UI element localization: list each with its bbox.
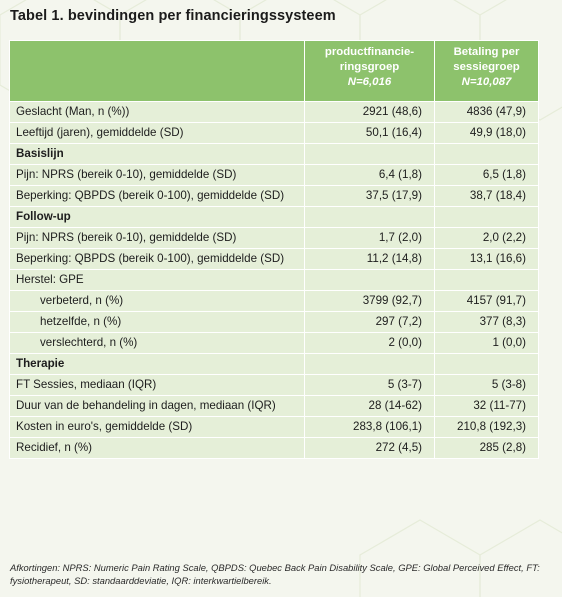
table-header-row: [10, 41, 539, 102]
row-label: verslechterd, n (%): [10, 333, 305, 354]
header-empty-cell: [10, 41, 305, 102]
row-value-session: 32 (11-77): [435, 396, 539, 417]
table-row: [10, 228, 539, 249]
header-product-n: N=6,016: [347, 76, 392, 88]
table-title: Tabel 1. bevindingen per financieringssysteem: [10, 8, 336, 24]
row-value-product: 283,8 (106,1): [305, 417, 435, 438]
header-product-line2: ringsgroep: [339, 61, 400, 73]
row-label: Beperking: QBPDS (bereik 0-100), gemiddelde (SD): [10, 186, 305, 207]
row-value-session: 4157 (91,7): [435, 291, 539, 312]
row-label: Pijn: NPRS (bereik 0-10), gemiddelde (SD): [10, 165, 305, 186]
row-value-session: 4836 (47,9): [435, 102, 539, 123]
table-row: [10, 102, 539, 123]
header-session-group: [435, 41, 539, 102]
table-row: [10, 270, 539, 291]
header-session-line1: Betaling per: [453, 46, 520, 58]
row-label: verbeterd, n (%): [10, 291, 305, 312]
row-value-product: 2921 (48,6): [305, 102, 435, 123]
row-value-product: 2 (0,0): [305, 333, 435, 354]
section-row-therapie: [10, 354, 539, 375]
table-row: [10, 438, 539, 459]
section-label: Therapie: [10, 354, 305, 375]
row-value-session: 1 (0,0): [435, 333, 539, 354]
table-row: [10, 417, 539, 438]
header-session-line2: sessiegroep: [453, 61, 520, 73]
table-row: [10, 165, 539, 186]
row-value-product: [305, 144, 435, 165]
section-row-basislijn: [10, 144, 539, 165]
row-value-session: [435, 270, 539, 291]
row-value-product: [305, 354, 435, 375]
row-label: FT Sessies, mediaan (IQR): [10, 375, 305, 396]
section-label: Basislijn: [10, 144, 305, 165]
header-product-group: [305, 41, 435, 102]
row-value-product: 3799 (92,7): [305, 291, 435, 312]
table-row: [10, 123, 539, 144]
row-value-session: 210,8 (192,3): [435, 417, 539, 438]
row-value-session: 6,5 (1,8): [435, 165, 539, 186]
table-row: [10, 375, 539, 396]
section-label: Follow-up: [10, 207, 305, 228]
row-label: Duur van de behandeling in dagen, mediaan (IQR): [10, 396, 305, 417]
row-value-session: 38,7 (18,4): [435, 186, 539, 207]
row-value-product: [305, 270, 435, 291]
row-label: Beperking: QBPDS (bereik 0-100), gemiddelde (SD): [10, 249, 305, 270]
row-value-product: 28 (14-62): [305, 396, 435, 417]
header-session-n: N=10,087: [461, 76, 512, 88]
row-value-product: 5 (3-7): [305, 375, 435, 396]
row-value-session: 2,0 (2,2): [435, 228, 539, 249]
table-row: [10, 249, 539, 270]
table-footnote: Afkortingen: NPRS: Numeric Pain Rating Scale, QBPDS: Quebec Back Pain Disability Scale, GPE: Global Perceived Effect, FT: fysiotherapeut, SD: standaarddeviatie, IQR: interkwartielbereik.: [10, 562, 540, 586]
findings-table: [9, 40, 539, 459]
row-value-session: [435, 144, 539, 165]
row-value-session: 49,9 (18,0): [435, 123, 539, 144]
row-value-session: [435, 207, 539, 228]
row-value-product: 272 (4,5): [305, 438, 435, 459]
row-value-session: 5 (3-8): [435, 375, 539, 396]
row-label: Kosten in euro's, gemiddelde (SD): [10, 417, 305, 438]
row-label: Pijn: NPRS (bereik 0-10), gemiddelde (SD): [10, 228, 305, 249]
row-label: hetzelfde, n (%): [10, 312, 305, 333]
row-value-product: 50,1 (16,4): [305, 123, 435, 144]
row-value-product: 37,5 (17,9): [305, 186, 435, 207]
row-value-product: 297 (7,2): [305, 312, 435, 333]
row-label: Leeftijd (jaren), gemiddelde (SD): [10, 123, 305, 144]
section-row-follow-up: [10, 207, 539, 228]
row-label: Recidief, n (%): [10, 438, 305, 459]
row-label: Herstel: GPE: [10, 270, 305, 291]
table-row: [10, 312, 539, 333]
table-row: [10, 291, 539, 312]
row-value-session: [435, 354, 539, 375]
row-value-session: 13,1 (16,6): [435, 249, 539, 270]
row-value-session: 285 (2,8): [435, 438, 539, 459]
table-row: [10, 186, 539, 207]
table-row: [10, 396, 539, 417]
row-value-product: [305, 207, 435, 228]
row-value-product: 11,2 (14,8): [305, 249, 435, 270]
header-product-line1: productfinancie-: [324, 46, 415, 58]
row-value-product: 6,4 (1,8): [305, 165, 435, 186]
row-value-session: 377 (8,3): [435, 312, 539, 333]
row-value-product: 1,7 (2,0): [305, 228, 435, 249]
table-row: [10, 333, 539, 354]
row-label: Geslacht (Man, n (%)): [10, 102, 305, 123]
